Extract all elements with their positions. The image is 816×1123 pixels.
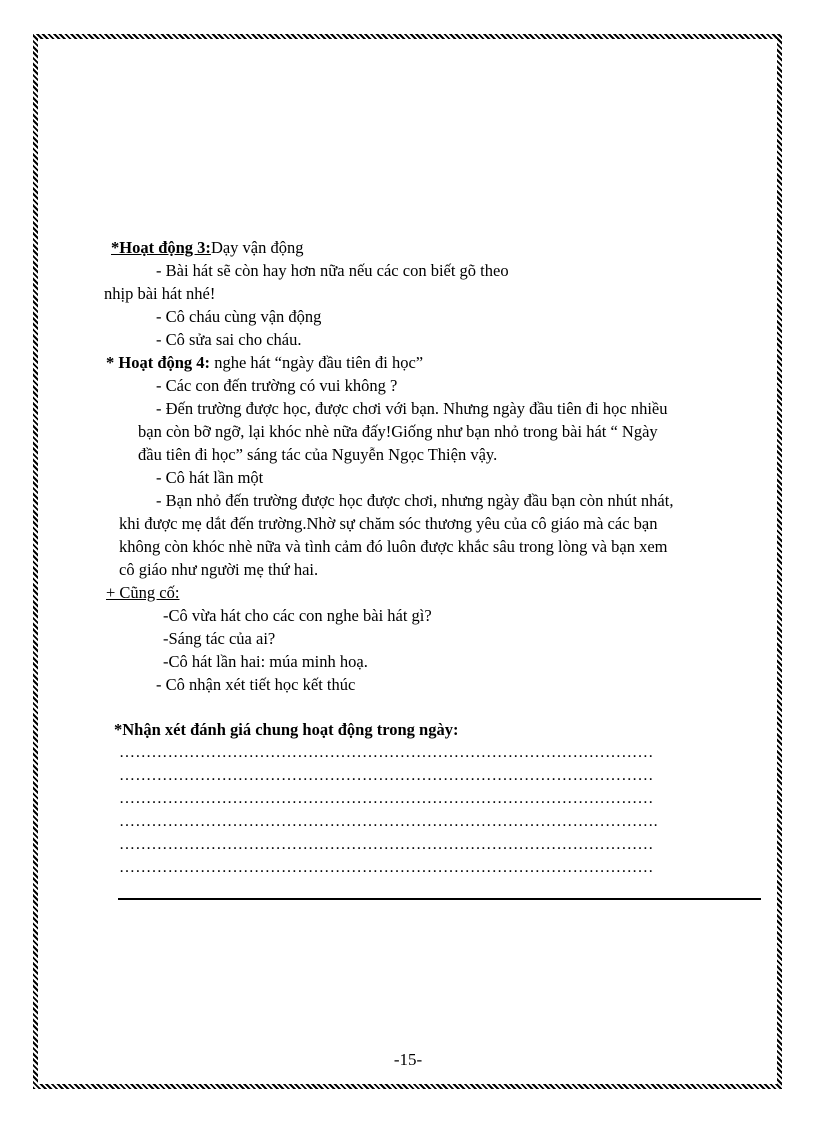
dotted-line: ……………………………………………………………………………………… [119, 859, 654, 876]
consolidation-line: - Cô nhận xét tiết học kết thúc [156, 675, 356, 694]
activity3-line: - Cô sửa sai cho cháu. [156, 330, 302, 349]
activity3-heading [111, 237, 304, 259]
page-number: -15- [393, 1050, 423, 1069]
consolidation-title: + Cũng cố: [106, 583, 180, 602]
activity4-title-rest: nghe hát “ngày đầu tiên đi học” [210, 353, 424, 372]
dotted-line: ……………………………………………………………………………………… [119, 767, 654, 784]
activity4-line: cô giáo như người mẹ thứ hai. [119, 560, 319, 579]
activity4-line: khi được mẹ dắt đến trường.Nhờ sự chăm sóc thương yêu của cô giáo mà các bạn [119, 514, 658, 533]
activity4-heading [106, 352, 423, 374]
consolidation-line: -Sáng tác của ai? [163, 629, 276, 648]
activity4-line: - Các con đến trường có vui không ? [156, 376, 398, 395]
activity3-title: *Hoạt động 3: [111, 238, 211, 257]
dotted-line: ……………………………………………………………………………………… [119, 744, 654, 761]
activity4-line: - Bạn nhỏ đến trường được học được chơi, nhưng ngày đầu bạn còn nhút nhát, [156, 491, 674, 510]
consolidation-line: -Cô hát lần hai: múa minh hoạ. [163, 652, 368, 671]
dotted-line: ……………………………………………………………………………………… [119, 790, 654, 807]
activity4-line: bạn còn bỡ ngỡ, lại khóc nhè nữa đấy!Giống như bạn nhỏ trong bài hát “ Ngày [138, 422, 658, 441]
activity3-title-rest: Dạy vận động [210, 238, 304, 257]
evaluation-title: *Nhận xét đánh giá chung hoạt động trong ngày: [114, 720, 459, 739]
dotted-line: ……………………………………………………………………………………… [119, 836, 654, 853]
dotted-line: ………………………………………………………………………………………. [119, 813, 658, 830]
activity4-line: - Đến trường được học, được chơi với bạn. Nhưng ngày đầu tiên đi học nhiều [156, 399, 668, 418]
activity3-line: nhịp bài hát nhé! [104, 284, 216, 303]
activity4-title: * Hoạt động 4: [106, 353, 211, 372]
activity3-line: - Bài hát sẽ còn hay hơn nữa nếu các con biết gõ theo [156, 261, 509, 280]
horizontal-rule [118, 898, 761, 900]
activity4-line: - Cô hát lần một [156, 468, 264, 487]
activity4-line: đầu tiên đi học” sáng tác của Nguyễn Ngọc Thiện vậy. [138, 445, 498, 464]
activity3-line: - Cô cháu cùng vận động [156, 307, 322, 326]
activity4-line: không còn khóc nhè nữa và tình cảm đó luôn được khắc sâu trong lòng và bạn xem [119, 537, 668, 556]
consolidation-line: -Cô vừa hát cho các con nghe bài hát gì? [163, 606, 432, 625]
